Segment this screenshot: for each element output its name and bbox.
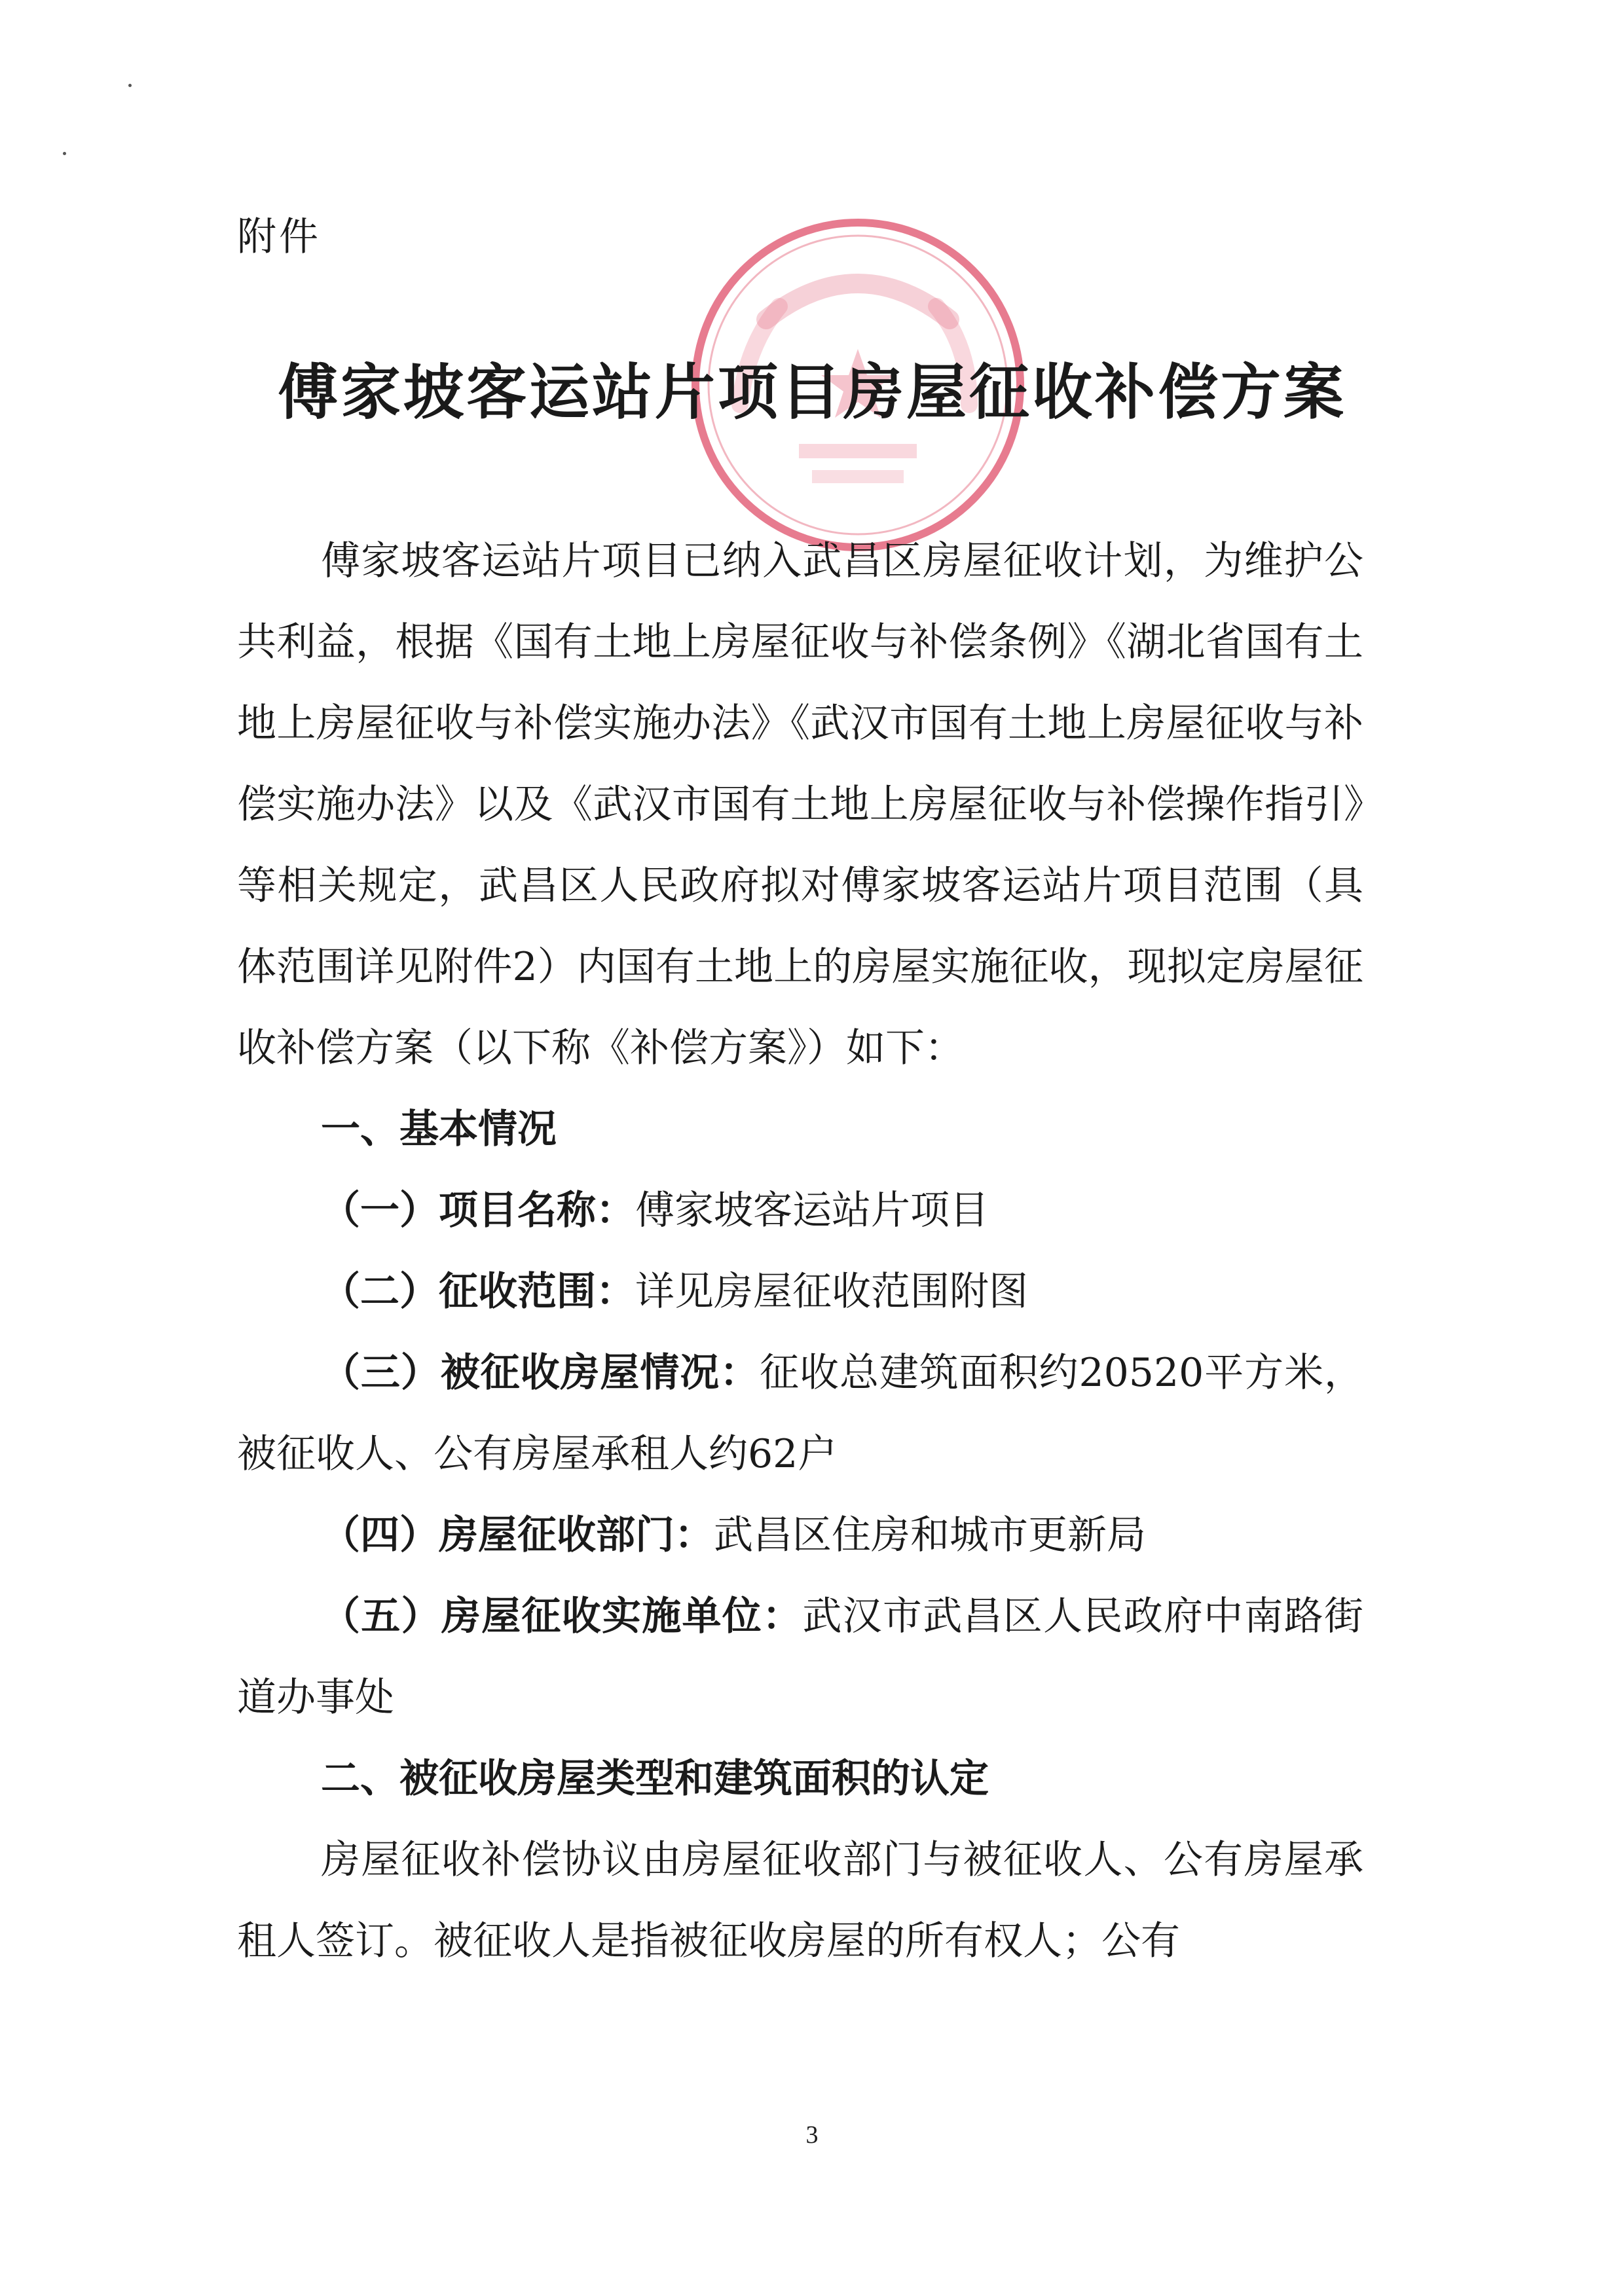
section-heading-1: 一、基本情况 [321, 1106, 557, 1152]
info-value: 傅家坡客运站片项目 [635, 1188, 989, 1233]
document-title: 傅家坡客运站片项目房屋征收补偿方案 [277, 357, 1346, 428]
info-label: （四）房屋征收部门： [321, 1512, 714, 1558]
info-label: （一）项目名称： [321, 1188, 635, 1233]
info-item-housing [237, 1332, 1363, 1495]
section2-paragraph: 房屋征收补偿协议由房屋征收部门与被征收人、公有房屋承租人签订。被征收人是指被征收房屋的所有权人；公有 [237, 1837, 1363, 1964]
document-body [237, 520, 1363, 1982]
info-value: 武昌区住房和城市更新局 [714, 1512, 1146, 1558]
intro-paragraph: 傅家坡客运站片项目已纳入武昌区房屋征收计划，为维护公共利益，根据《国有土地上房屋征收与补偿条例》《湖北省国有土地上房屋征收与补偿实施办法》《武汉市国有土地上房屋征收与补偿实施办法》以及《武汉市国有土地上房屋征收与补偿操作指引》等相关规定，武昌区人民政府拟对傅家坡客运站片项目范围（具体范围详见附件2）内国有土地上的房屋实施征收，现拟定房屋征收补偿方案（以下称《补偿方案》）如下： [237, 538, 1363, 1071]
page-number: 3 [805, 2121, 819, 2149]
info-item-implementer [237, 1576, 1363, 1738]
scan-speck [128, 84, 132, 87]
section-heading-2: 二、被征收房屋类型和建筑面积的认定 [321, 1756, 989, 1802]
scan-speck [63, 152, 66, 155]
info-item-department [237, 1495, 1363, 1576]
info-label: （五）房屋征收实施单位： [321, 1594, 803, 1639]
info-value: 武汉市武昌区人民政府中南路街道办事处 [237, 1594, 1363, 1721]
info-label: （二）征收范围： [321, 1269, 635, 1315]
info-value: 详见房屋征收范围附图 [635, 1269, 1028, 1315]
info-value: 征收总建筑面积约20520平方米，被征收人、公有房屋承租人约62户 [237, 1350, 1363, 1477]
attachment-label: 附件 [237, 214, 321, 260]
info-label: （三）被征收房屋情况： [321, 1350, 760, 1396]
info-item-project-name [237, 1170, 1363, 1251]
info-item-scope [237, 1251, 1363, 1332]
